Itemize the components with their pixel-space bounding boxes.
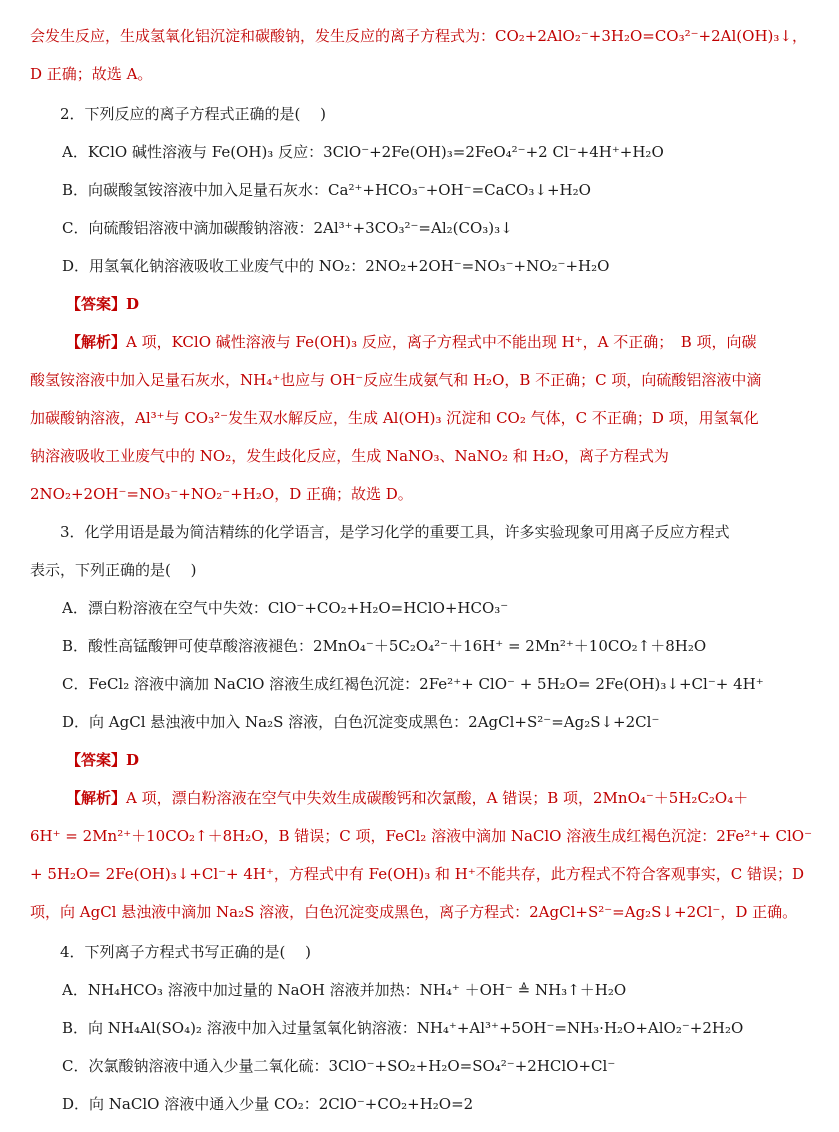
answer-value: D	[126, 295, 140, 313]
intro-line-1: 会发生反应，生成氢氧化铝沉淀和碳酸钠，发生反应的离子方程式为：CO₂+2AlO₂⁻+3H₂O=CO₃²⁻+2Al(OH)₃↓，	[30, 27, 807, 45]
question-2-analysis-line-4: 钠溶液吸收工业废气中的 NO₂，发生歧化反应，生成 NaNO₃、NaNO₂ 和 H₂O，离子方程式为	[30, 447, 669, 465]
answer-label: 【答案】	[66, 751, 127, 769]
question-3-option-c: C．FeCl₂ 溶液中滴加 NaClO 溶液生成红褐色沉淀：2Fe²⁺+ ClO⁻ + 5H₂O= 2Fe(OH)₃↓+Cl⁻+ 4H⁺	[62, 675, 764, 693]
question-2-option-a: A．KClO 碱性溶液与 Fe(OH)₃ 反应：3ClO⁻+2Fe(OH)₃=2FeO₄²⁻+2 Cl⁻+4H⁺+H₂O	[62, 143, 664, 161]
question-2-analysis-line-1	[66, 332, 826, 352]
analysis-label: 【解析】	[66, 789, 127, 807]
question-3-stem-line-1: 3．化学用语是最为简洁精练的化学语言，是学习化学的重要工具，许多实验现象可用离子反应方程式	[60, 523, 730, 541]
question-2-answer	[66, 294, 839, 314]
question-3-option-b: B．酸性高锰酸钾可使草酸溶液褪色：2MnO₄⁻＋5C₂O₄²⁻＋16H⁺ = 2Mn²⁺＋10CO₂↑＋8H₂O	[62, 637, 707, 655]
question-3-option-d: D．向 AgCl 悬浊液中加入 Na₂S 溶液，白色沉淀变成黑色：2AgCl+S²⁻=Ag₂S↓+2Cl⁻	[62, 713, 660, 731]
question-3-analysis-line-4: 项，向 AgCl 悬浊液中滴加 Na₂S 溶液，白色沉淀变成黑色，离子方程式：2AgCl+S²⁻=Ag₂S↓+2Cl⁻，D 正确。	[30, 903, 798, 921]
question-2-analysis-line-5: 2NO₂+2OH⁻=NO₃⁻+NO₂⁻+H₂O，D 正确；故选 D。	[30, 485, 413, 503]
question-3-stem-line-2: 表示，下列正确的是( )	[30, 561, 197, 579]
question-4-option-b: B．向 NH₄Al(SO₄)₂ 溶液中加入过量氢氧化钠溶液：NH₄⁺+Al³⁺+5OH⁻=NH₃·H₂O+AlO₂⁻+2H₂O	[62, 1019, 744, 1037]
question-4-option-d: D．向 NaClO 溶液中通入少量 CO₂：2ClO⁻+CO₂+H₂O=2	[62, 1095, 474, 1113]
intro-line-2: D 正确；故选 A。	[30, 65, 153, 83]
question-3-analysis-line-1	[66, 788, 826, 808]
question-4-option-c: C．次氯酸钠溶液中通入少量二氧化硫：3ClO⁻+SO₂+H₂O=SO₄²⁻+2HClO+Cl⁻	[62, 1057, 616, 1075]
analysis-text: A 项，KClO 碱性溶液与 Fe(OH)₃ 反应，离子方程式中不能出现 H⁺，A 不正确； B 项，向碳	[126, 333, 757, 351]
question-3-analysis-line-3: + 5H₂O= 2Fe(OH)₃↓+Cl⁻+ 4H⁺，方程式中有 Fe(OH)₃ 和 H⁺不能共存，此方程式不符合客观事实，C 错误；D	[30, 865, 805, 883]
question-2-option-b: B．向碳酸氢铵溶液中加入足量石灰水：Ca²⁺+HCO₃⁻+OH⁻=CaCO₃↓+H₂O	[62, 181, 591, 199]
analysis-label: 【解析】	[66, 333, 127, 351]
answer-label: 【答案】	[66, 295, 127, 313]
question-2-option-d: D．用氢氧化钠溶液吸收工业废气中的 NO₂：2NO₂+2OH⁻=NO₃⁻+NO₂⁻+H₂O	[62, 257, 610, 275]
question-3-answer	[66, 750, 839, 770]
question-3-option-a: A．漂白粉溶液在空气中失效：ClO⁻+CO₂+H₂O=HClO+HCO₃⁻	[62, 599, 509, 617]
question-2-stem: 2．下列反应的离子方程式正确的是( )	[60, 105, 327, 123]
question-4-option-a: A．NH₄HCO₃ 溶液中加过量的 NaOH 溶液并加热：NH₄⁺ ＋OH⁻ ≜ NH₃↑＋H₂O	[62, 981, 627, 999]
question-2-analysis-line-3: 加碳酸钠溶液，Al³⁺与 CO₃²⁻发生双水解反应，生成 Al(OH)₃ 沉淀和 CO₂ 气体，C 不正确；D 项，用氢氧化	[30, 409, 759, 427]
answer-value: D	[126, 751, 140, 769]
question-4-stem: 4．下列离子方程式书写正确的是( )	[60, 943, 312, 961]
analysis-text: A 项，漂白粉溶液在空气中失效生成碳酸钙和次氯酸，A 错误；B 项，2MnO₄⁻＋5H₂C₂O₄＋	[126, 789, 749, 807]
question-3-analysis-line-2: 6H⁺ = 2Mn²⁺＋10CO₂↑＋8H₂O，B 错误；C 项，FeCl₂ 溶液中滴加 NaClO 溶液生成红褐色沉淀：2Fe²⁺+ ClO⁻	[30, 827, 813, 845]
question-2-analysis-line-2: 酸氢铵溶液中加入足量石灰水，NH₄⁺也应与 OH⁻反应生成氨气和 H₂O，B 不正确；C 项，向硫酸铝溶液中滴	[30, 371, 762, 389]
question-2-option-c: C．向硫酸铝溶液中滴加碳酸钠溶液：2Al³⁺+3CO₃²⁻=Al₂(CO₃)₃↓	[62, 219, 513, 237]
